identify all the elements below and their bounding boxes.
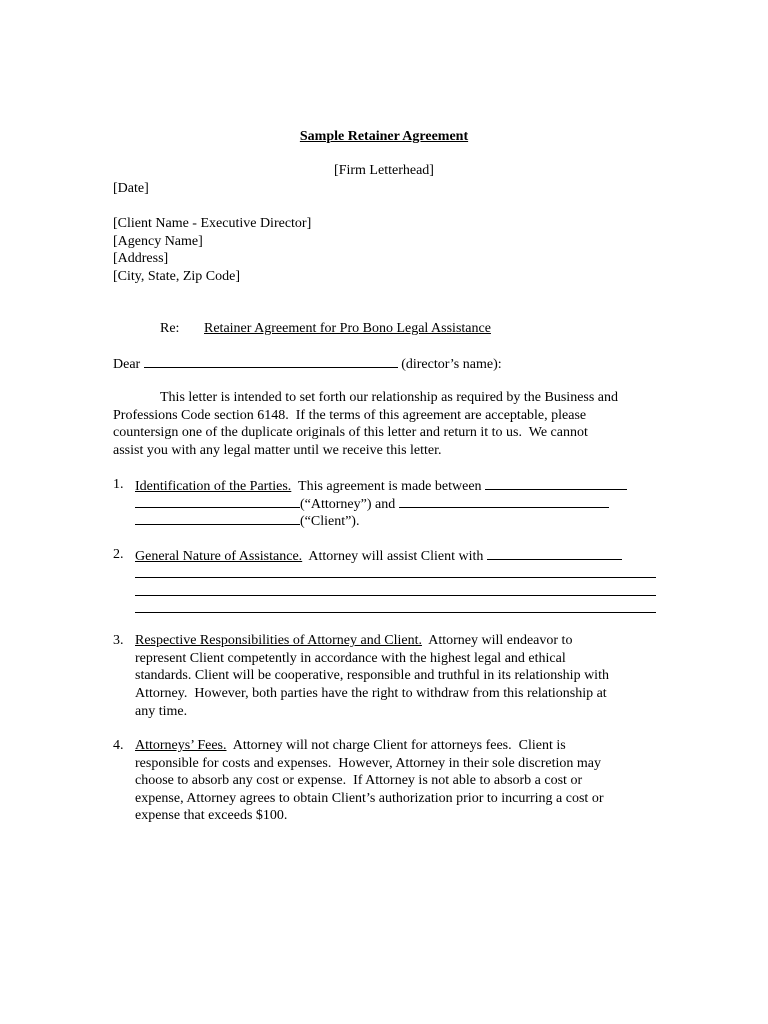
section-text: Attorney will not charge Client for attorneys fees. Client is	[232, 738, 566, 753]
section-text: Attorney will endeavor to	[428, 633, 573, 648]
section-line: expense that exceeds $100.	[135, 808, 288, 823]
section-heading: Attorneys’ Fees.	[135, 738, 227, 753]
section-line: responsible for costs and expenses. However, Attorney in their sole discretion may	[135, 756, 601, 771]
assistance-blank-line[interactable]	[135, 612, 656, 613]
client-party-blank[interactable]	[399, 494, 609, 508]
intro-line: This letter is intended to set forth our relationship as required by the Business and	[160, 390, 619, 405]
address-line: [Client Name - Executive Director]	[113, 216, 312, 231]
assistance-blank-line[interactable]	[135, 595, 656, 596]
section-heading: Respective Responsibilities of Attorney and Client.	[135, 633, 422, 648]
section-line	[135, 511, 359, 531]
section-line: represent Client competently in accordance with the highest legal and ethical	[135, 651, 566, 666]
firm-letterhead: [Firm Letterhead]	[334, 163, 434, 178]
director-name-blank[interactable]	[144, 354, 398, 368]
section-heading: Identification of the Parties.	[135, 479, 292, 494]
section-line	[135, 737, 566, 755]
section-text: This agreement is made between	[298, 479, 482, 494]
client-name-blank[interactable]	[135, 511, 300, 525]
intro-line: assist you with any legal matter until we receive this letter.	[113, 443, 442, 458]
intro-line: countersign one of the duplicate originals of this letter and return it to us. We cannot	[113, 425, 588, 440]
address-line: [Address]	[113, 251, 169, 266]
client-label: (“Client”).	[300, 514, 360, 529]
salutation	[113, 354, 502, 374]
section-number: 2.	[113, 547, 124, 562]
section-line	[135, 546, 622, 566]
section-line: expense, Attorney agrees to obtain Client’s authorization prior to incurring a cost or	[135, 791, 604, 806]
section-text: Attorney will assist Client with	[308, 549, 484, 564]
attorney-label: (“Attorney”) and	[300, 497, 396, 512]
address-line: [City, State, Zip Code]	[113, 269, 241, 284]
section-line: any time.	[135, 704, 188, 719]
attorney-name-blank[interactable]	[135, 494, 300, 508]
re-label: Re:	[160, 321, 180, 336]
section-line: standards. Client will be cooperative, responsible and truthful in its relationship with	[135, 668, 609, 683]
document-title: Sample Retainer Agreement	[299, 129, 469, 144]
assistance-blank-line[interactable]	[135, 577, 656, 578]
section-line: Attorney. However, both parties have the right to withdraw from this relationship at	[135, 686, 607, 701]
salutation-suffix: (director’s name):	[401, 357, 502, 372]
salutation-dear: Dear	[113, 357, 141, 372]
section-line: choose to absorb any cost or expense. If Attorney is not able to absorb a cost or	[135, 773, 583, 788]
intro-line: Professions Code section 6148. If the terms of this agreement are acceptable, please	[113, 408, 587, 423]
address-line: [Agency Name]	[113, 234, 203, 249]
section-line	[135, 632, 572, 650]
section-heading: General Nature of Assistance.	[135, 549, 303, 564]
assistance-blank[interactable]	[487, 546, 622, 560]
section-number: 3.	[113, 633, 124, 648]
re-subject: Retainer Agreement for Pro Bono Legal Assistance	[204, 321, 491, 336]
party-name-blank[interactable]	[485, 476, 627, 490]
section-number: 1.	[113, 477, 124, 492]
date-placeholder: [Date]	[113, 181, 149, 196]
section-number: 4.	[113, 738, 124, 753]
section-line	[135, 476, 627, 496]
